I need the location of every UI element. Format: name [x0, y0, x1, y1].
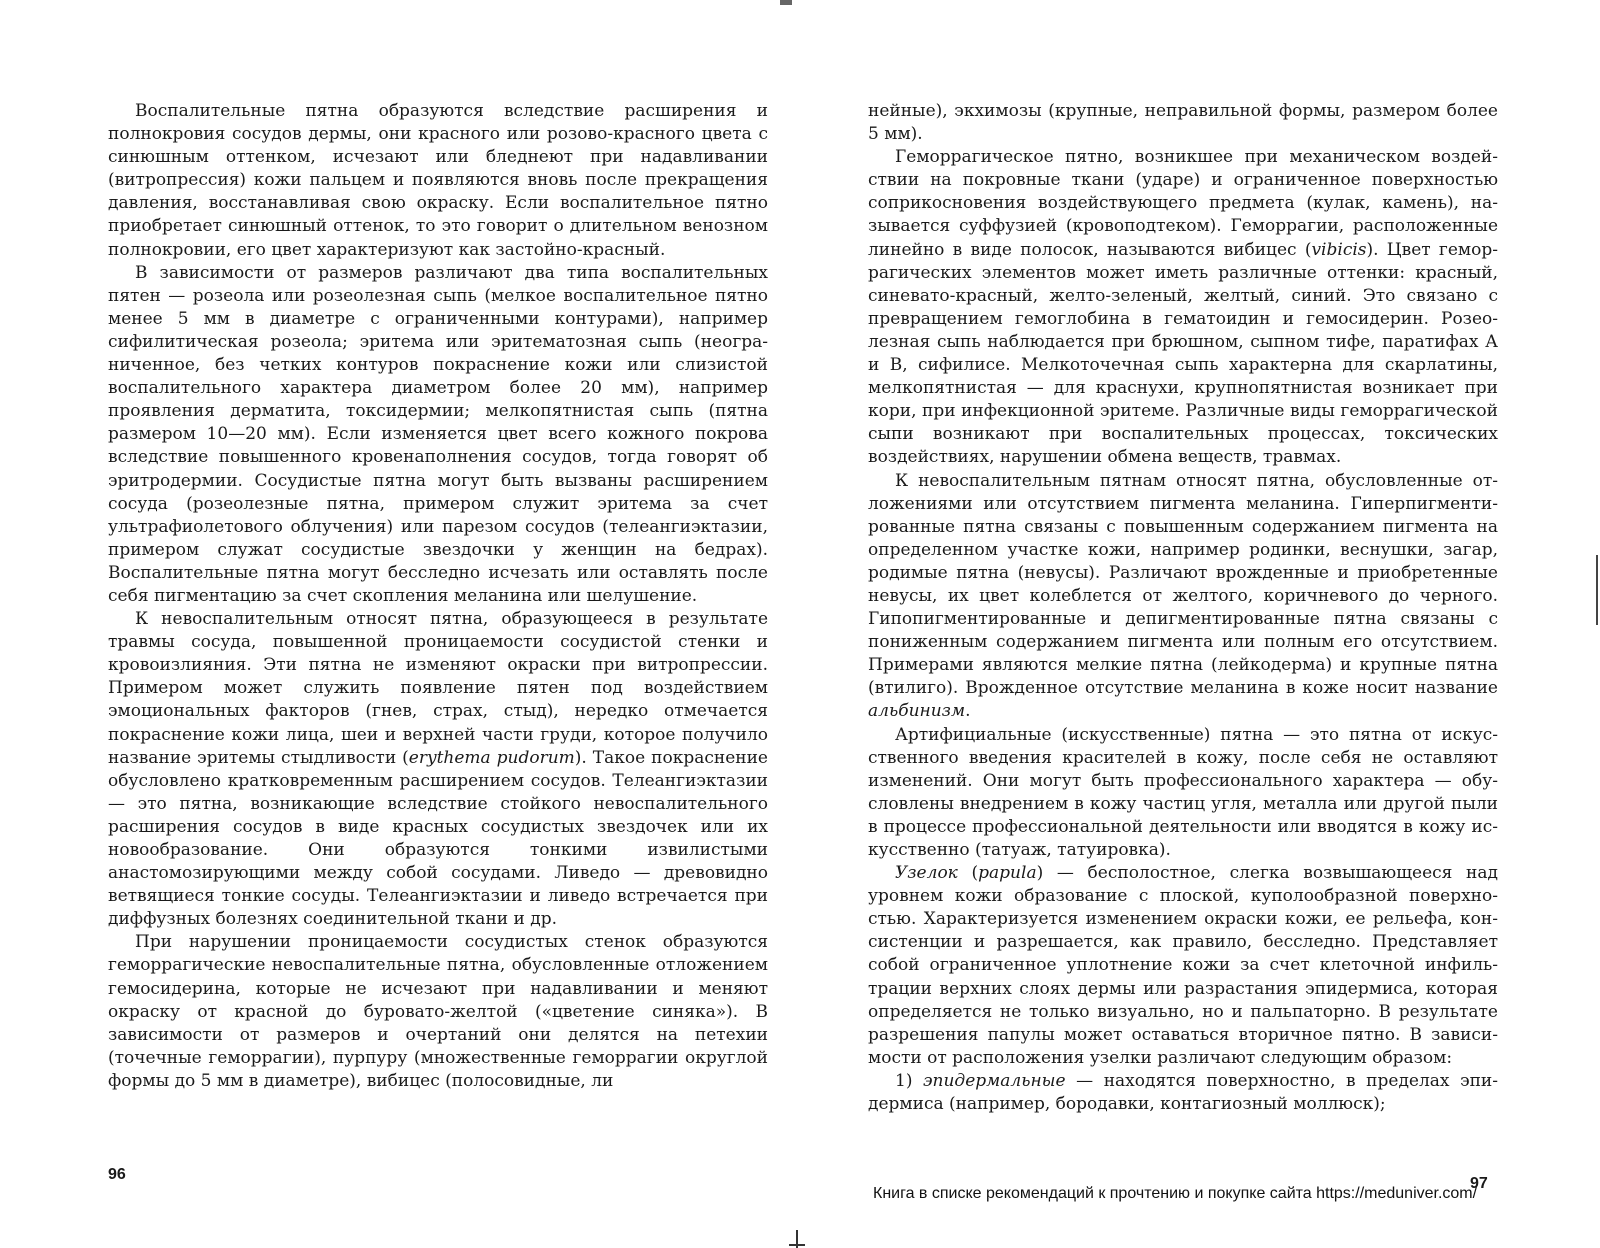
text-run: ). Такое покраснение обусловлено кратковременным расширением сосудов. Телеангиэктазии — это пятна, возникающие вследствие стойкого невоспалительного расширения сосудов в виде красных сосудистых звездочек или их новообразование. Они образуются тонкими извилистыми анастомозирующими между собой сосудами. Ливедо — древовидно ветвящиеся тонкие сосуды. Телеангиэктазии и ливедо встречается при диффузных болезнях соединительной ткани и др.: [108, 747, 768, 930]
term: Узелок: [895, 863, 958, 884]
paragraph: [108, 608, 768, 931]
latin-term: vibicis: [1311, 239, 1367, 260]
paragraph-continued: нейные), экхимозы (крупные, неправильной формы, размером более 5 мм).: [868, 101, 1498, 145]
page-number-right: 97: [1470, 1175, 1488, 1192]
footer-note: Книга в списке рекомендаций к прочтению и покупке сайта https://meduniver.com/: [873, 1185, 1478, 1202]
left-page: [108, 100, 768, 1093]
latin-term: erythema pudorum: [408, 747, 575, 768]
term: альбинизм: [868, 701, 966, 722]
latin-term: papula: [978, 863, 1037, 884]
list-item: [868, 1070, 1498, 1116]
term: эпидермальные: [923, 1070, 1066, 1091]
text-run: К невоспалительным относят пятна, образующееся в результате травмы сосуда, повышенной проницаемости сосудистой стенки и кровоизлияния. Эти пятна не изменяют окраски при витропрессии. Примером может служить появление пятен под воздействием эмоциональных факторов (гнев, страх, стыд), нередко отмечается покраснение кожи лица, шеи и верхней части груди, которое получило название эритемы стыдливости (: [108, 609, 768, 768]
text-run: ). Цвет геморрагических элементов может иметь различные оттенки: красный, синевато-красный, желто-зеленый, желтый, синий. Это связано с превращением гемоглобина в гематоидин и гемосидерин. Розеолезная сыпь наблюдается при брюшном, сыпном тифе, паратифах А и В, сифилисе. Мелкоточечная сыпь характерна для скарлатины, мелкопятнистая — для краснухи, крупнопятнистая возникает при кори, при инфекционной эритеме. Различные виды геморрагической сыпи возникают при воспалительных процессах, токсических воздействиях, нарушении обмена веществ, травмах.: [868, 239, 1498, 468]
paragraph: При нарушении проницаемости сосудистых стенок образуются геморрагические невоспалительные пятна, обусловленные отложением гемосидерина, которые не исчезают при надавливании и меняют окраску от красной до буровато-желтой («цветение синяка»). В зависимости от размеров и очертаний они делятся на петехии (точечные геморрагии), пурпуру (множественные геморрагии округлой формы до 5 мм в диаметре), вибицес (полосовидные, ли: [108, 932, 768, 1091]
text-run: (: [957, 863, 979, 884]
paragraph: [868, 862, 1498, 1070]
paragraph: Артифициальные (искусственные) пятна — это пятна от искусственного введения красителей в кожу, после себя не оставляют изменений. Они могут быть профессионального характера — обусловлены внедрением в кожу частиц угля, металла или другой пыли в процессе профессиональной деятельности или вводятся в кожу искусственно (татуаж, татуировка).: [868, 724, 1498, 860]
text-run: Геморрагическое пятно, возникшее при механическом воздействии на покровные ткани (ударе) и ограниченное поверхностью соприкосновения воздействующего предмета (кулак, камень), называется суффузией (кровоподтеком). Геморрагии, расположенные линейно в виде полосок, называются вибицес (: [868, 147, 1498, 260]
text-run: .: [965, 701, 971, 722]
paragraph: [868, 146, 1498, 469]
scan-mark-bottom-base: [789, 1244, 805, 1246]
paragraph: В зависимости от размеров различают два типа воспалительных пятен — розеола или розеолезная сыпь (мелкое воспалительное пятно менее 5 мм в диаметре с ограниченными контурами), например сифилитическая розеола; эритема или эритематозная сыпь (неограниченное, без четких контуров покраснение кожи или слизистой воспалительного характера диаметром более 20 мм), например проявления дерматита, токсидермии; мелкопятнистая сыпь (пятна размером 10—20 мм). Если изменяется цвет всего кожного покрова вследствие повышенного кровенаполнения сосудов, тогда говорят об эритродермии. Сосудистые пятна могут быть вызваны расширением сосуда (розеолезные пятна, примером служит эритема за счет ультрафиолетового облучения) или парезом сосудов (телеангиэктазии, примером служат сосудистые звездочки у женщин на бедрах). Воспалительные пятна могут бесследно исчезать или оставлять после себя пигментацию за счет скопления меланина или шелушение.: [108, 262, 768, 606]
text-run: — находятся поверхностно, в пределах эпидермиса (например, бородавки, контагиозный моллюск);: [868, 1070, 1498, 1115]
paragraph: [868, 470, 1498, 724]
scan-mark-edge: [1596, 555, 1598, 625]
paragraph: Воспалительные пятна образуются вследствие расширения и полнокровия сосудов дермы, они красного или розово-красного цвета с синюшным оттенком, исчезают или бледнеют при надавливании (витропрессия) кожи пальцем и появляются вновь после прекращения давления, восстанавливая свою окраску. Если воспалительное пятно приобретает синюшный оттенок, то это говорит о длительном венозном полнокровии, его цвет характеризуют как застойно-красный.: [108, 101, 768, 260]
page-number-left: 96: [108, 1166, 126, 1183]
text-run: 1): [895, 1070, 924, 1091]
text-run: ) — бесполостное, слегка возвышающееся над уровнем кожи образование с плоской, куполообразной поверхностью. Характеризуется изменением окраски кожи, ее рельефа, консистенции и разрешается, как правило, бесследно. Представляет собой ограниченное уплотнение кожи за счет клеточной инфильтрации верхних слоях дермы или разрастания эпидермиса, которая определяется не только визуально, но и пальпаторно. В результате разрешения папулы может оставаться вторичное пятно. В зависимости от расположения узелки различают следующим образом:: [868, 863, 1498, 1068]
scan-mark-top: [780, 0, 792, 5]
text-run: К невоспалительным пятнам относят пятна, обусловленные отложениями или отсутствием пигмента меланина. Гиперпигментированные пятна связаны с повышенным содержанием пигмента на определенном участке кожи, например родинки, веснушки, загар, родимые пятна (невусы). Различают врожденные и приобретенные невусы, их цвет колеблется от желтого, коричневого до черного. Гипопигментированные и депигментированные пятна связаны с пониженным содержанием пигмента или полным его отсутствием. Примерами являются мелкие пятна (лейкодерма) и крупные пятна (втилиго). Врожденное отсутствие меланина в коже носит название: [868, 470, 1498, 699]
right-page: [868, 100, 1498, 1116]
